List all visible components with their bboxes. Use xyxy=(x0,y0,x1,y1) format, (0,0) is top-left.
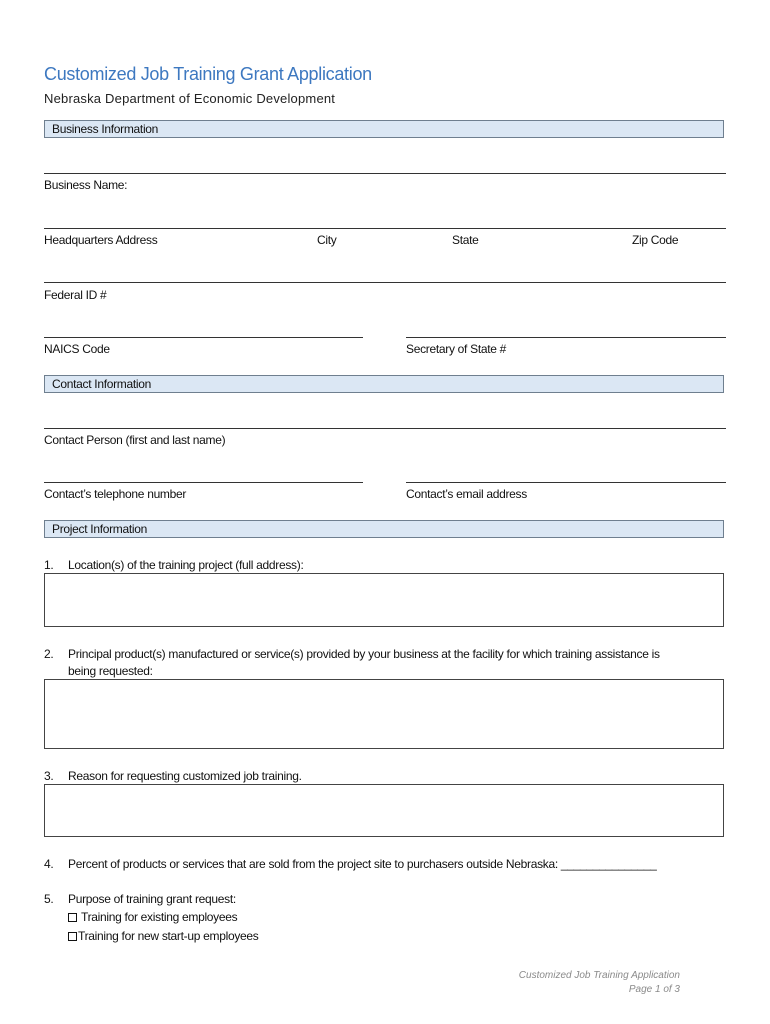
question-number: 1. xyxy=(44,558,54,572)
question-text: Location(s) of the training project (full address): xyxy=(68,558,304,572)
question-text[interactable]: Percent of products or services that are sold from the project site to purchasers outside Nebraska: _______________ xyxy=(68,857,657,871)
contact-phone-label: Contact’s telephone number xyxy=(44,487,187,501)
checkbox-new-employees[interactable] xyxy=(68,932,77,941)
question-text: Purpose of training grant request: xyxy=(68,892,236,906)
naics-line[interactable] xyxy=(44,337,363,338)
federal-id-label: Federal ID # xyxy=(44,288,107,302)
question-4 xyxy=(44,856,744,873)
section-title: Business Information xyxy=(52,122,159,136)
checkbox-existing-employees[interactable] xyxy=(68,913,77,922)
contact-email-label: Contact’s email address xyxy=(406,487,527,501)
question-number: 4. xyxy=(44,857,54,871)
sos-line[interactable] xyxy=(406,337,726,338)
city-label: City xyxy=(317,233,337,247)
hq-address-label: Headquarters Address xyxy=(44,233,158,247)
contact-person-label: Contact Person (first and last name) xyxy=(44,433,226,447)
question-number: 5. xyxy=(44,892,54,906)
question-5 xyxy=(44,891,734,947)
naics-label: NAICS Code xyxy=(44,342,110,356)
section-header-contact xyxy=(44,375,724,393)
section-header-project xyxy=(44,520,724,538)
products-answer-box[interactable] xyxy=(44,679,724,749)
question-text-continued: being requested: xyxy=(68,664,153,678)
footer-document-name: Customized Job Training Application xyxy=(518,970,680,981)
question-1 xyxy=(44,557,734,574)
option-new-employees[interactable] xyxy=(68,928,258,945)
footer-page-number: Page 1 of 3 xyxy=(628,984,680,995)
option-existing-employees[interactable] xyxy=(68,909,237,926)
sos-label: Secretary of State # xyxy=(406,342,507,356)
state-label: State xyxy=(452,233,479,247)
page-title: Customized Job Training Grant Application xyxy=(44,64,372,84)
question-number: 2. xyxy=(44,647,54,661)
business-name-line[interactable] xyxy=(44,173,726,174)
section-title: Contact Information xyxy=(52,377,152,391)
reason-answer-box[interactable] xyxy=(44,784,724,837)
contact-email-line[interactable] xyxy=(406,482,726,483)
location-answer-box[interactable] xyxy=(44,573,724,627)
section-title: Project Information xyxy=(52,522,148,536)
option-label: Training for new start-up employees xyxy=(78,929,259,943)
zip-label: Zip Code xyxy=(632,233,679,247)
question-3 xyxy=(44,768,734,785)
question-text: Principal product(s) manufactured or service(s) provided by your business at the facility for which training assistance is xyxy=(68,647,660,661)
business-name-label: Business Name: xyxy=(44,178,128,192)
option-label: Training for existing employees xyxy=(81,910,238,924)
contact-phone-line[interactable] xyxy=(44,482,363,483)
question-text: Reason for requesting customized job training. xyxy=(68,769,302,783)
contact-person-line[interactable] xyxy=(44,428,726,429)
question-number: 3. xyxy=(44,769,54,783)
page-subtitle: Nebraska Department of Economic Development xyxy=(44,91,336,106)
federal-id-line[interactable] xyxy=(44,282,726,283)
section-header-business xyxy=(44,120,724,138)
hq-address-line[interactable] xyxy=(44,228,726,229)
question-2 xyxy=(44,646,734,680)
